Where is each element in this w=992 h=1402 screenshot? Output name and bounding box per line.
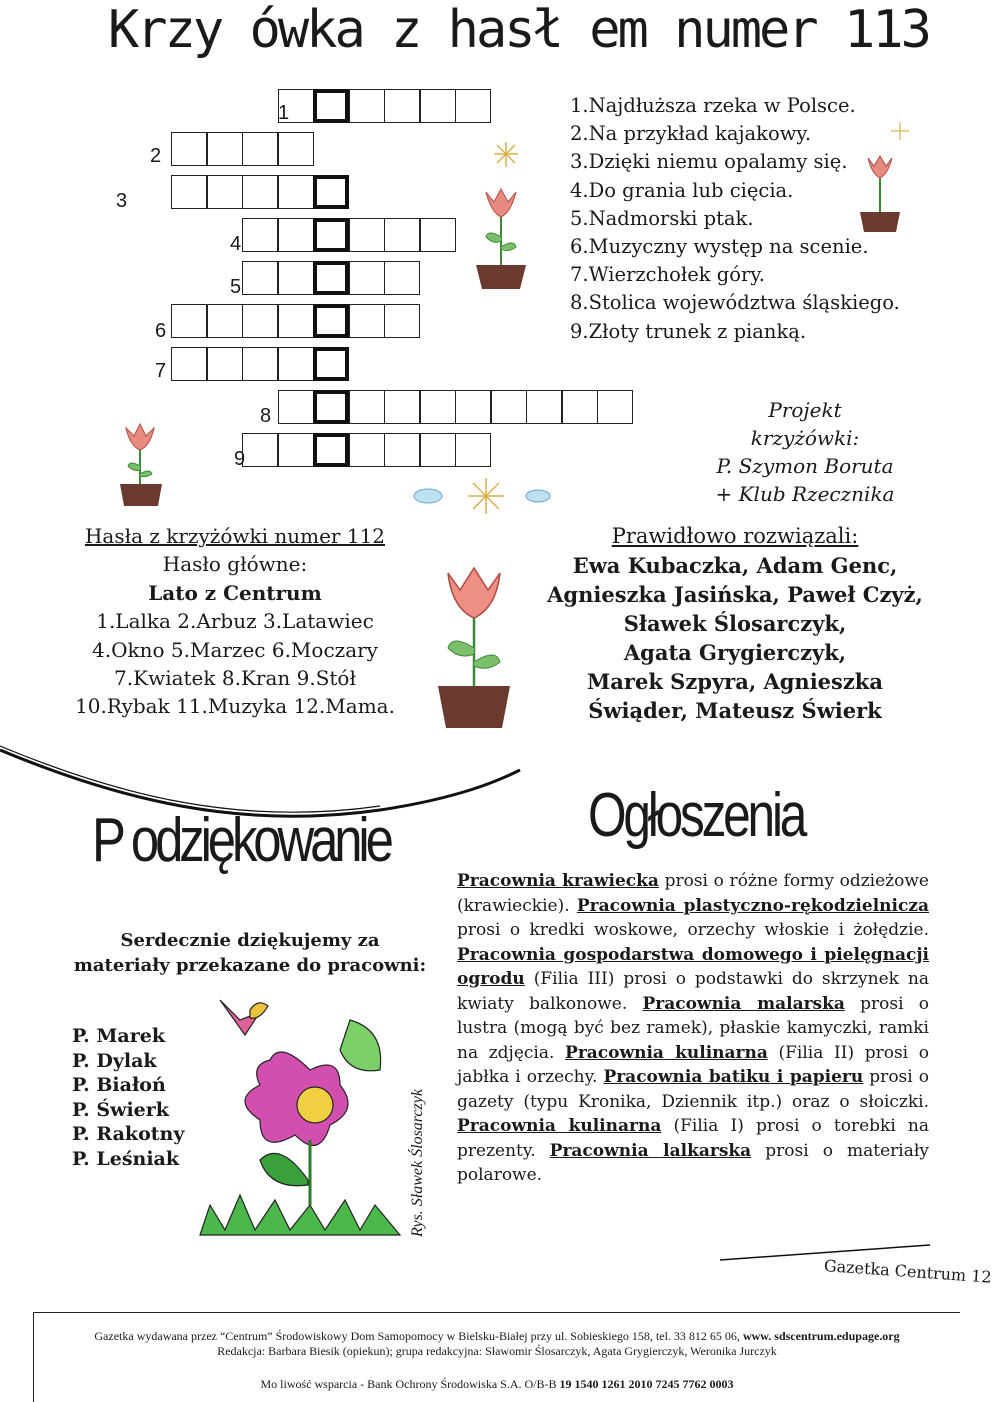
crossword-cell[interactable] xyxy=(420,89,456,123)
crossword-cell[interactable] xyxy=(171,175,207,209)
crossword-cell[interactable] xyxy=(242,304,278,338)
winners-line: Świąder, Mateusz Świerk xyxy=(588,698,882,723)
crossword-cell[interactable] xyxy=(384,433,420,467)
crossword-key-cell[interactable] xyxy=(313,390,349,424)
crossword-cell[interactable] xyxy=(349,390,385,424)
crossword-cell[interactable] xyxy=(384,304,420,338)
crossword-cell[interactable] xyxy=(349,304,385,338)
crossword-cell[interactable] xyxy=(562,390,598,424)
crossword-cell[interactable] xyxy=(526,390,562,424)
crossword-number: 4 xyxy=(230,233,242,255)
crossword-cell[interactable] xyxy=(384,218,420,252)
donor: P. Dylak xyxy=(72,1049,157,1072)
crossword-cell[interactable] xyxy=(207,347,243,381)
footer-line-2: Redakcja: Barbara Biesik (opiekun); grupa redakcyjna: Sławomir Ślosarczyk, Agata Grygierczyk, Weronika Jurczyk xyxy=(217,1344,777,1358)
flower-drawing-icon xyxy=(96,380,192,510)
donor: P. Białoń xyxy=(72,1074,166,1097)
flower-drawing-icon xyxy=(386,478,546,748)
ann-text: (Filia III) prosi o podstawki do skrzynek na kwiaty balkonowe. xyxy=(457,969,929,1014)
crossword-cell[interactable] xyxy=(278,175,314,209)
author-line: Projekt krzyżówki: xyxy=(750,398,860,450)
crossword-cell[interactable] xyxy=(171,304,207,338)
author-line: P. Szymon Boruta xyxy=(716,454,894,478)
crossword-cell[interactable] xyxy=(278,347,314,381)
crossword-clues xyxy=(570,92,900,346)
donor-list xyxy=(72,1024,184,1172)
crossword-cell[interactable] xyxy=(242,132,278,166)
crossword-cell[interactable] xyxy=(420,390,456,424)
winners-line: Agata Grygierczyk, xyxy=(623,640,847,665)
winners-line: Agnieszka Jasińska, Paweł Czyż, xyxy=(547,582,923,607)
crossword-number: 6 xyxy=(155,320,167,342)
winners-line: Marek Szpyra, Agnieszka xyxy=(587,669,883,694)
previous-main-label: Hasło główne: xyxy=(162,552,308,577)
crossword-cell[interactable] xyxy=(278,433,314,467)
footer-bank: Mo liwość wsparcia - Bank Ochrony Środowiska S.A. O/B-B xyxy=(260,1377,560,1391)
crossword-number: 7 xyxy=(155,360,167,382)
footer-line-1 xyxy=(34,1329,960,1344)
clue: 9.Złoty trunek z pianką. xyxy=(570,319,807,343)
ann-name: Pracownia kulinarna xyxy=(457,1116,662,1136)
crossword-cell[interactable] xyxy=(278,218,314,252)
announcements-title: Ogłoszenia xyxy=(588,781,805,850)
crossword-cell[interactable] xyxy=(278,261,314,295)
crossword-key-cell[interactable] xyxy=(313,89,349,123)
crossword-number: 5 xyxy=(230,276,242,298)
donor: P. Rakotny xyxy=(72,1123,185,1146)
crossword-cell[interactable] xyxy=(384,261,420,295)
ann-text: (Filia II) prosi o jabłka i orzechy. xyxy=(457,1042,929,1087)
crossword-cell[interactable] xyxy=(349,261,385,295)
thanks-text: Serdecznie dziękujemy za materiały przekazane do pracowni: xyxy=(73,930,427,976)
crossword-cell[interactable] xyxy=(171,132,207,166)
flower-drawing-icon xyxy=(446,137,556,297)
clue: 5.Nadmorski ptak. xyxy=(570,206,754,230)
drawing-caption xyxy=(398,1075,434,1240)
winners-line: Sławek Ślosarczyk, xyxy=(623,611,847,636)
ann-text: prosi o materiały polarowe. xyxy=(457,1140,929,1185)
crossword-cell[interactable] xyxy=(384,89,420,123)
ann-name: Pracownia malarska xyxy=(642,993,845,1014)
crossword-key-cell[interactable] xyxy=(313,304,349,338)
footer-website: www. sdscentrum.edupage.org xyxy=(742,1329,900,1343)
ann-text: prosi o gazety (typu Kronika, Dziennik itp.) oraz o słoiczki. xyxy=(457,1067,929,1112)
clue: 3.Dzięki niemu opalamy się. xyxy=(570,150,848,174)
page-title: Krzy ówka z hasł em numer 113 xyxy=(108,0,929,60)
crossword-cell[interactable] xyxy=(242,175,278,209)
crossword-cell[interactable] xyxy=(207,175,243,209)
clue: 4.Do grania lub cięcia. xyxy=(570,178,794,202)
clue: 2.Na przykład kajakowy. xyxy=(570,122,812,146)
previous-line: 10.Rybak 11.Muzyka 12.Mama. xyxy=(75,694,395,719)
ann-name: Pracownia krawiecka xyxy=(457,871,659,891)
previous-line: 4.Okno 5.Marzec 6.Moczary xyxy=(92,637,378,662)
ann-name: Pracownia kulinarna xyxy=(565,1042,768,1063)
clue: 8.Stolica województwa śląskiego. xyxy=(570,291,900,315)
crossword-key-cell[interactable] xyxy=(313,175,349,209)
crossword-cell[interactable] xyxy=(349,218,385,252)
crossword-cell[interactable] xyxy=(384,390,420,424)
announcements-text xyxy=(457,869,929,1188)
ann-name: Pracownia plastyczno-rękodzielnicza xyxy=(576,895,929,916)
winners-heading: Prawidłowo rozwiązali: xyxy=(611,524,859,548)
page-label: Gazetka Centrum 12 xyxy=(823,1256,992,1287)
author-line: + Klub Rzecznika xyxy=(715,482,895,506)
winners-line: Ewa Kubaczka, Adam Genc, xyxy=(572,553,898,578)
crossword-number: 2 xyxy=(150,145,162,167)
previous-solutions xyxy=(75,522,395,721)
crossword-cell[interactable] xyxy=(455,433,491,467)
crossword-cell[interactable] xyxy=(242,218,278,252)
ann-name: Pracownia gospodarstwa domowego i pielęgnacji ogrodu xyxy=(457,944,929,989)
crossword-cell[interactable] xyxy=(242,347,278,381)
crossword-cell[interactable] xyxy=(349,89,385,123)
previous-heading: Hasła z krzyżówki numer 112 xyxy=(84,524,386,548)
previous-main-answer: Lato z Centrum xyxy=(148,580,322,605)
ann-text: (Filia I) prosi o torebki na prezenty. xyxy=(457,1116,930,1161)
ann-text: prosi o lustra (mogą być bez ramek), płaskie kamyczki, ramki na zdjęcia. xyxy=(457,993,929,1063)
crossword-cell[interactable] xyxy=(207,132,243,166)
crossword-cell[interactable] xyxy=(491,390,527,424)
ann-text: prosi o kredki woskowe, orzechy włoskie i żołędzie. xyxy=(457,920,929,940)
thanks-title: P odziękowanie xyxy=(92,806,390,875)
crossword-cell[interactable] xyxy=(349,433,385,467)
crossword-key-cell[interactable] xyxy=(313,218,349,252)
footer-account: 19 1540 1261 2010 7245 7762 0003 xyxy=(559,1377,734,1391)
crossword-key-cell[interactable] xyxy=(313,433,349,467)
crossword-cell[interactable] xyxy=(242,433,278,467)
donor: P. Leśniak xyxy=(72,1147,180,1170)
crossword-number: 9 xyxy=(234,448,246,470)
crossword-key-cell[interactable] xyxy=(313,261,349,295)
previous-line: 7.Kwiatek 8.Kran 9.Stół xyxy=(114,666,356,691)
ann-name: Pracownia batiku i papieru xyxy=(603,1067,864,1087)
footer xyxy=(33,1312,960,1402)
crossword-author xyxy=(715,396,895,508)
crossword-cell[interactable] xyxy=(207,304,243,338)
crossword-number: 1 xyxy=(278,102,290,124)
crossword-cell[interactable] xyxy=(278,390,314,424)
donor: P. Świerk xyxy=(72,1098,169,1121)
winners xyxy=(540,522,930,725)
clue: 1.Najdłuższa rzeka w Polsce. xyxy=(570,94,856,117)
crossword-key-cell[interactable] xyxy=(313,347,349,381)
footer-publisher: Gazetka wydawana przez “Centrum” Środowiskowy Dom Samopomocy w Bielsku-Białej przy ul. Sobieskiego 158, tel. 33 812 65 06, xyxy=(94,1329,743,1343)
crossword-cell[interactable] xyxy=(278,132,314,166)
crossword-number: 3 xyxy=(116,190,128,212)
ann-name: Pracownia lalkarska xyxy=(549,1140,752,1161)
crossword-number: 8 xyxy=(260,405,272,427)
footer-line-3 xyxy=(34,1377,960,1392)
flower-butterfly-drawing-icon xyxy=(200,990,400,1240)
crossword-cell[interactable] xyxy=(242,261,278,295)
clue: 7.Wierzchołek góry. xyxy=(570,263,765,287)
drawing-caption-text: Rys. Sławek Ślosarczyk xyxy=(409,1089,426,1237)
donor: P. Marek xyxy=(72,1025,165,1047)
crossword-cell[interactable] xyxy=(278,304,314,338)
crossword-cell[interactable] xyxy=(455,390,491,424)
clue: 6.Muzyczny występ na scenie. xyxy=(570,235,869,259)
previous-line: 1.Lalka 2.Arbuz 3.Latawiec xyxy=(96,609,374,634)
crossword-cell[interactable] xyxy=(171,347,207,381)
ann-text: prosi o różne formy odzieżowe (krawieckie). xyxy=(457,871,929,916)
crossword-cell[interactable] xyxy=(597,390,633,424)
crossword-cell[interactable] xyxy=(455,89,491,123)
crossword-cell[interactable] xyxy=(420,433,456,467)
